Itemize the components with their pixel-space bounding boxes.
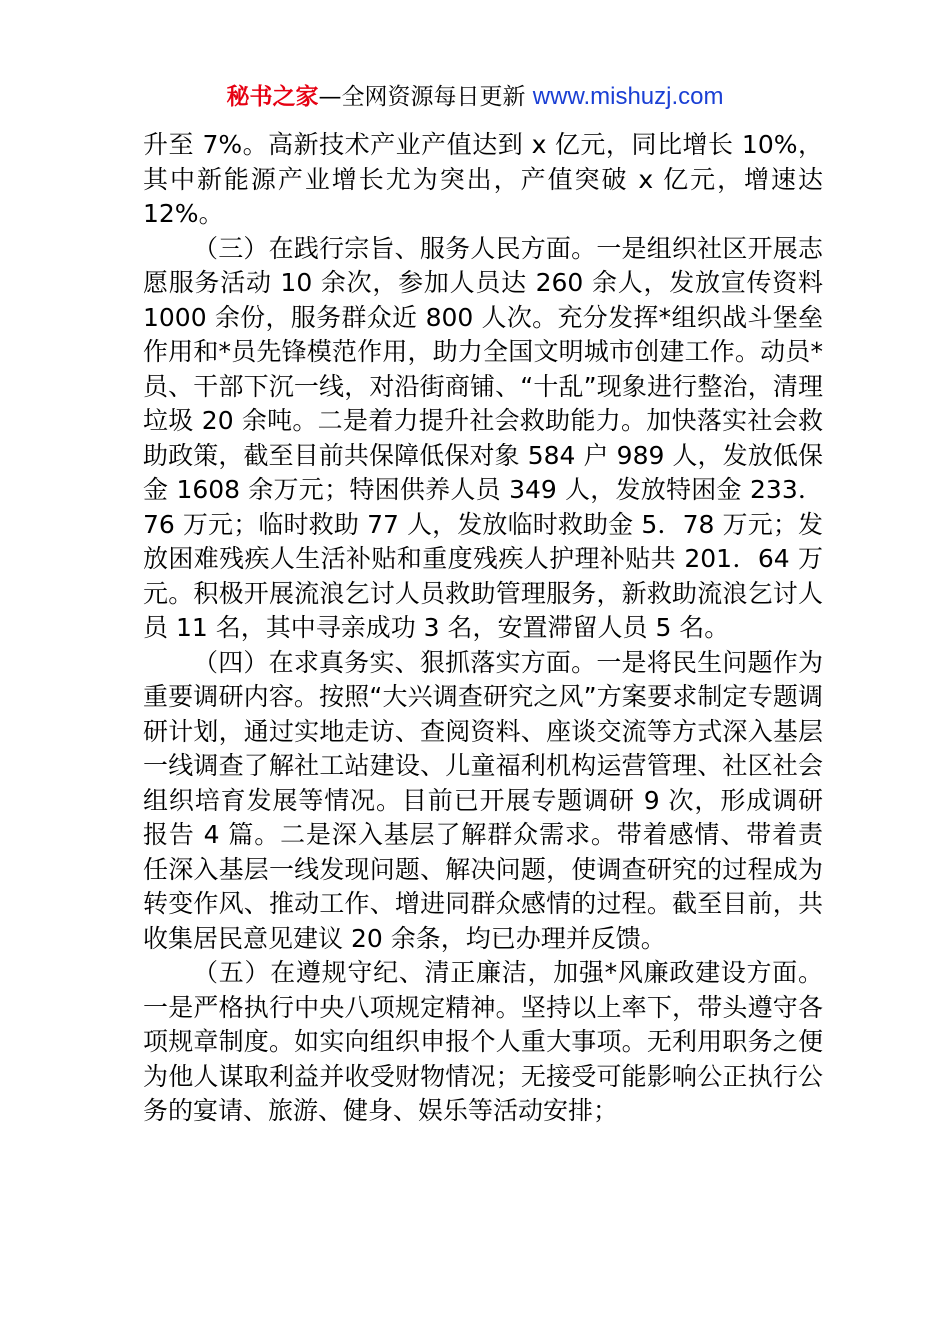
- paragraph-continuation: 升至 7%。高新技术产业产值达到 x 亿元，同比增长 10%，其中新能源产业增长尤为突出，产值突破 x 亿元，增速达 12%。: [143, 130, 823, 228]
- document-body: [143, 128, 823, 1129]
- site-header: [0, 80, 950, 114]
- site-url-link[interactable]: www.mishuzj.com: [532, 83, 724, 110]
- paragraph-section-3: （三）在践行宗旨、服务人民方面。一是组织社区开展志愿服务活动 10 余次，参加人员达 260 余人，发放宣传资料 1000 余份，服务群众近 800 人次。充分发挥*组织战斗堡垒作用和*员先锋模范作用，助力全国文明城市创建工作。动员*员、干部下沉一线，对沿街商铺、“十乱”现象进行整治，清理垃圾 20 余吨。二是着力提升社会救助能力。加快落实社会救助政策，截至目前共保障低保对象 584 户 989 人，发放低保金 1608 余万元；特困供养人员 349 人，发放特困金 233．76 万元；临时救助 77 人，发放临时救助金 5．78 万元；发放困难残疾人生活补贴和重度残疾人护理补贴共 201．64 万元。积极开展流浪乞讨人员救助管理服务，新救助流浪乞讨人员 11 名，其中寻亲成功 3 名，安置滞留人员 5 名。: [143, 233, 823, 642]
- paragraph-section-4: （四）在求真务实、狠抓落实方面。一是将民生问题作为重要调研内容。按照“大兴调查研究之风”方案要求制定专题调研计划，通过实地走访、查阅资料、座谈交流等方式深入基层一线调查了解社工站建设、儿童福利机构运营管理、社区社会组织培育发展等情况。目前已开展专题调研 9 次，形成调研报告 4 篇。二是深入基层了解群众需求。带着感情、带着责任深入基层一线发现问题、解决问题，使调查研究的过程成为转变作风、推动工作、增进同群众感情的过程。截至目前，共收集居民意见建议 20 余条，均已办理并反馈。: [143, 647, 823, 953]
- paragraph-section-5: （五）在遵规守纪、清正廉洁，加强*风廉政建设方面。一是严格执行中央八项规定精神。坚持以上率下，带头遵守各项规章制度。如实向组织申报个人重大事项。无利用职务之便为他人谋取利益并收受财物情况；无接受可能影响公正执行公务的宴请、旅游、健身、娱乐等活动安排；: [143, 958, 823, 1125]
- header-tagline: —全网资源每日更新: [318, 84, 533, 110]
- brand-name: 秘书之家: [226, 84, 319, 110]
